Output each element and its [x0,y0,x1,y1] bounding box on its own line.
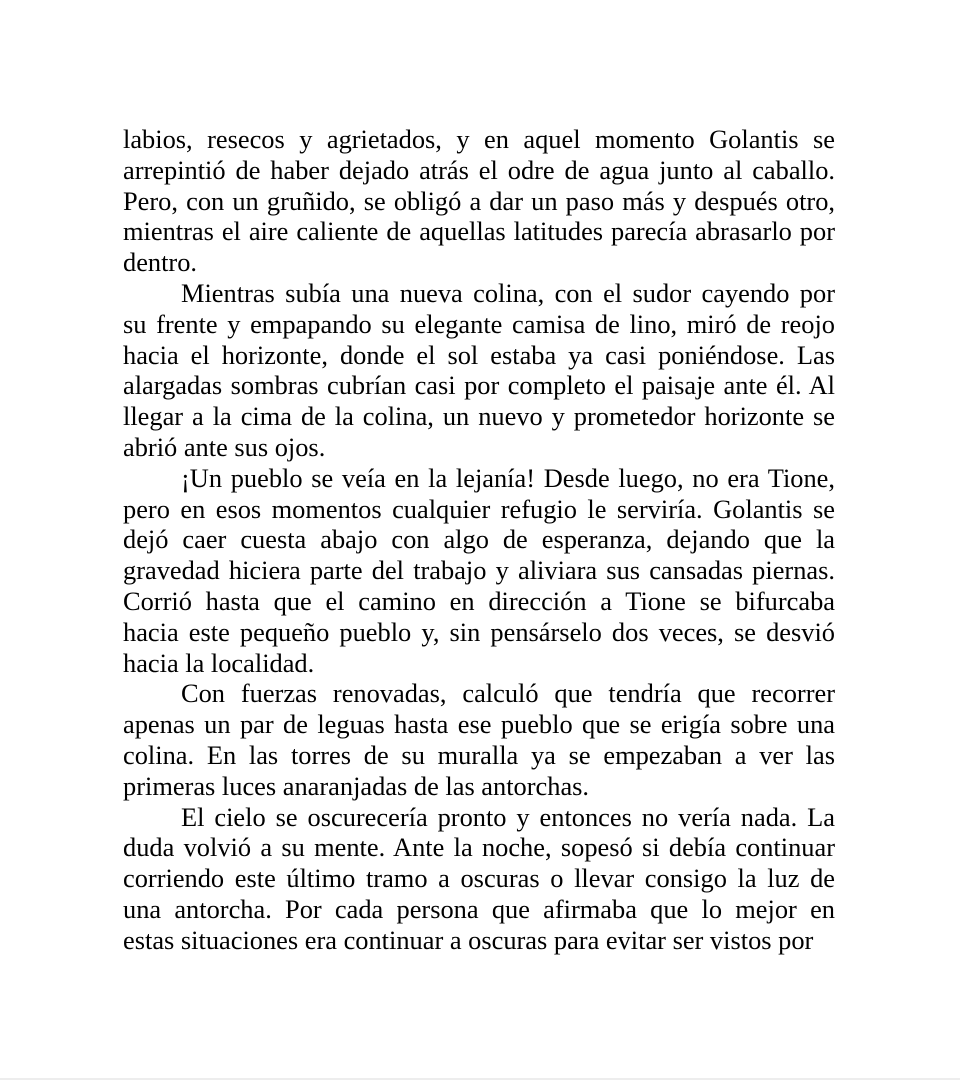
paragraph [123,463,835,679]
text-line: apenas un par de leguas hasta ese pueblo que se erigía sobre una [123,709,835,740]
text-line: mientras el aire caliente de aquellas latitudes parecía abrasarlo por [123,216,835,247]
text-line: Corrió hasta que el camino en dirección a Tione se bifurcaba [123,585,835,616]
text-line: colina. En las torres de su muralla ya se empezaban a ver las [123,739,835,770]
text-line: dentro. [123,247,198,278]
text-line: Con fuerzas renovadas, calculó que tendría que recorrer [181,678,835,709]
text-line: arrepintió de haber dejado atrás el odre de agua junto al caballo. [123,154,835,185]
text-line: hacia este pequeño pueblo y, sin pensárselo dos veces, se desvió [123,616,835,647]
text-line: Mientras subía una nueva colina, con el sudor cayendo por [181,277,835,308]
text-line: estas situaciones era continuar a oscuras para evitar ser vistos por [123,924,814,955]
paragraph [123,802,835,956]
text-column [123,124,835,956]
text-line: Pero, con un gruñido, se obligó a dar un paso más y después otro, [123,185,835,216]
text-line: una antorcha. Por cada persona que afirmaba que lo mejor en [123,893,835,924]
paragraph [123,278,835,463]
text-line: labios, resecos y agrietados, y en aquel momento Golantis se [123,124,835,154]
text-line: ¡Un pueblo se veía en la lejanía! Desde luego, no era Tione, [181,462,835,493]
paragraph [123,124,835,278]
text-line: su frente y empapando su elegante camisa de lino, miró de reojo [123,308,835,339]
text-line: alargadas sombras cubrían casi por completo el paisaje ante él. Al [123,370,835,401]
text-line: gravedad hiciera parte del trabajo y aliviara sus cansadas piernas. [123,555,835,586]
text-line: hacia la localidad. [123,647,315,678]
text-line: pero en esos momentos cualquier refugio le serviría. Golantis se [123,493,835,524]
text-line: dejó caer cuesta abajo con algo de esperanza, dejando que la [123,524,835,555]
text-line: abrió ante sus ojos. [123,431,326,462]
text-line: corriendo este último tramo a oscuras o llevar consigo la luz de [123,863,835,894]
text-line: primeras luces anaranjadas de las antorchas. [123,770,590,801]
paragraph [123,678,835,801]
text-line: hacia el horizonte, donde el sol estaba ya casi poniéndose. Las [123,339,835,370]
text-line: llegar a la cima de la colina, un nuevo y prometedor horizonte se [123,401,835,432]
text-line: El cielo se oscurecería pronto y entonces no vería nada. La [181,801,835,832]
text-line: duda volvió a su mente. Ante la noche, sopesó si debía continuar [123,832,835,863]
